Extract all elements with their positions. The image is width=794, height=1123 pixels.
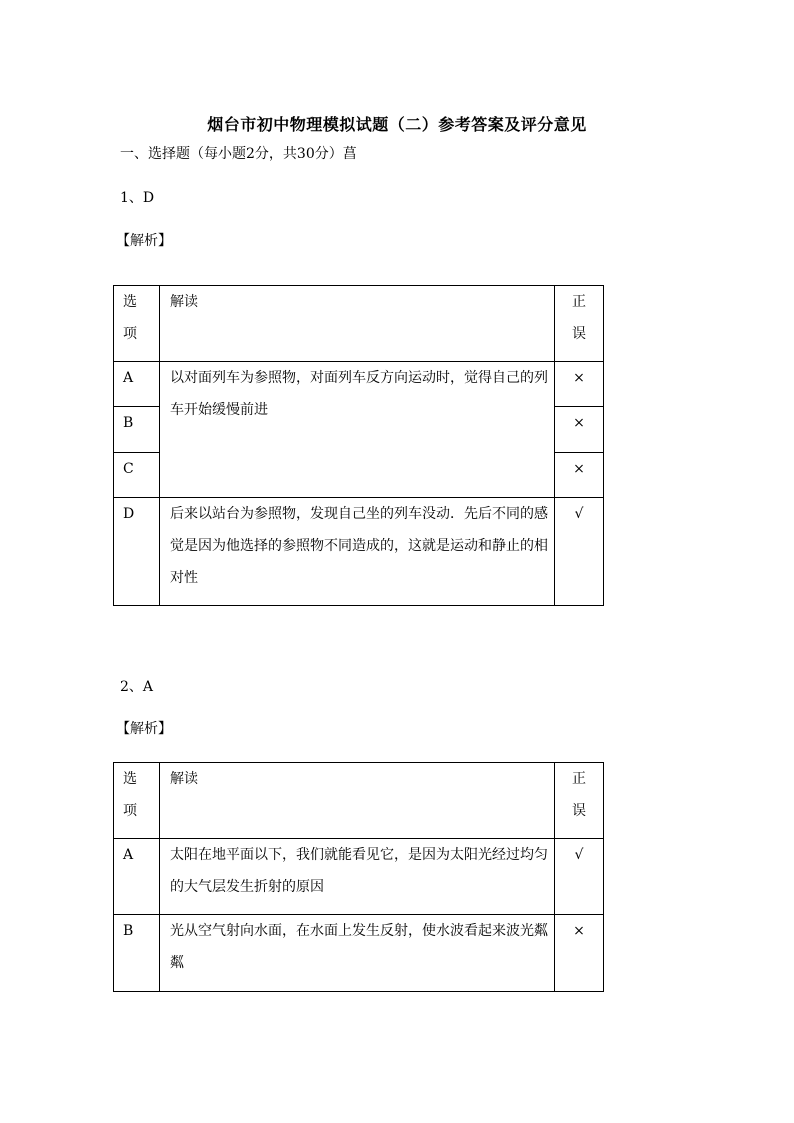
header-verdict: 正 误: [555, 763, 604, 839]
table-row: [114, 839, 604, 915]
row-interpretation: 以对面列车为参照物，对面列车反方向运动时，觉得自己的列车开始缓慢前进: [160, 362, 555, 498]
q1-analysis-label: 【解析】: [116, 233, 172, 249]
header-interpretation: 解读: [160, 286, 555, 362]
row-verdict: √: [555, 498, 604, 606]
table-row: [114, 498, 604, 606]
row-option: A: [114, 839, 160, 915]
row-option: C: [114, 453, 160, 498]
q2-analysis-label: 【解析】: [116, 721, 172, 737]
row-verdict: ×: [555, 453, 604, 498]
q2-answer: 2、A: [120, 679, 154, 695]
table-header-row: [114, 286, 604, 362]
q1-answer: 1、D: [120, 190, 155, 206]
row-option: B: [114, 915, 160, 992]
row-interpretation: 太阳在地平面以下，我们就能看见它，是因为太阳光经过均匀的大气层发生折射的原因: [160, 839, 555, 915]
row-option: D: [114, 498, 160, 606]
row-verdict: ×: [555, 407, 604, 453]
row-option: B: [114, 407, 160, 453]
table-header-row: [114, 763, 604, 839]
row-verdict: ×: [555, 915, 604, 992]
q2-analysis-table: [113, 762, 604, 992]
row-interpretation: 后来以站台为参照物，发现自己坐的列车没动．先后不同的感觉是因为他选择的参照物不同造成的，这就是运动和静止的相对性: [160, 498, 555, 606]
table-row: [114, 915, 604, 992]
header-option: 选 项: [114, 763, 160, 839]
row-interpretation: 光从空气射向水面，在水面上发生反射，使水波看起来波光粼粼: [160, 915, 555, 992]
section-heading: 一、选择题（每小题2分，共30分）菖: [120, 146, 357, 162]
header-verdict: 正 误: [555, 286, 604, 362]
row-verdict: ×: [555, 362, 604, 407]
header-interpretation: 解读: [160, 763, 555, 839]
row-option: A: [114, 362, 160, 407]
table-row: [114, 362, 604, 407]
document-title: 烟台市初中物理模拟试题（二）参考答案及评分意见: [207, 115, 587, 134]
header-option: 选 项: [114, 286, 160, 362]
q1-analysis-table: [113, 285, 604, 606]
row-verdict: √: [555, 839, 604, 915]
